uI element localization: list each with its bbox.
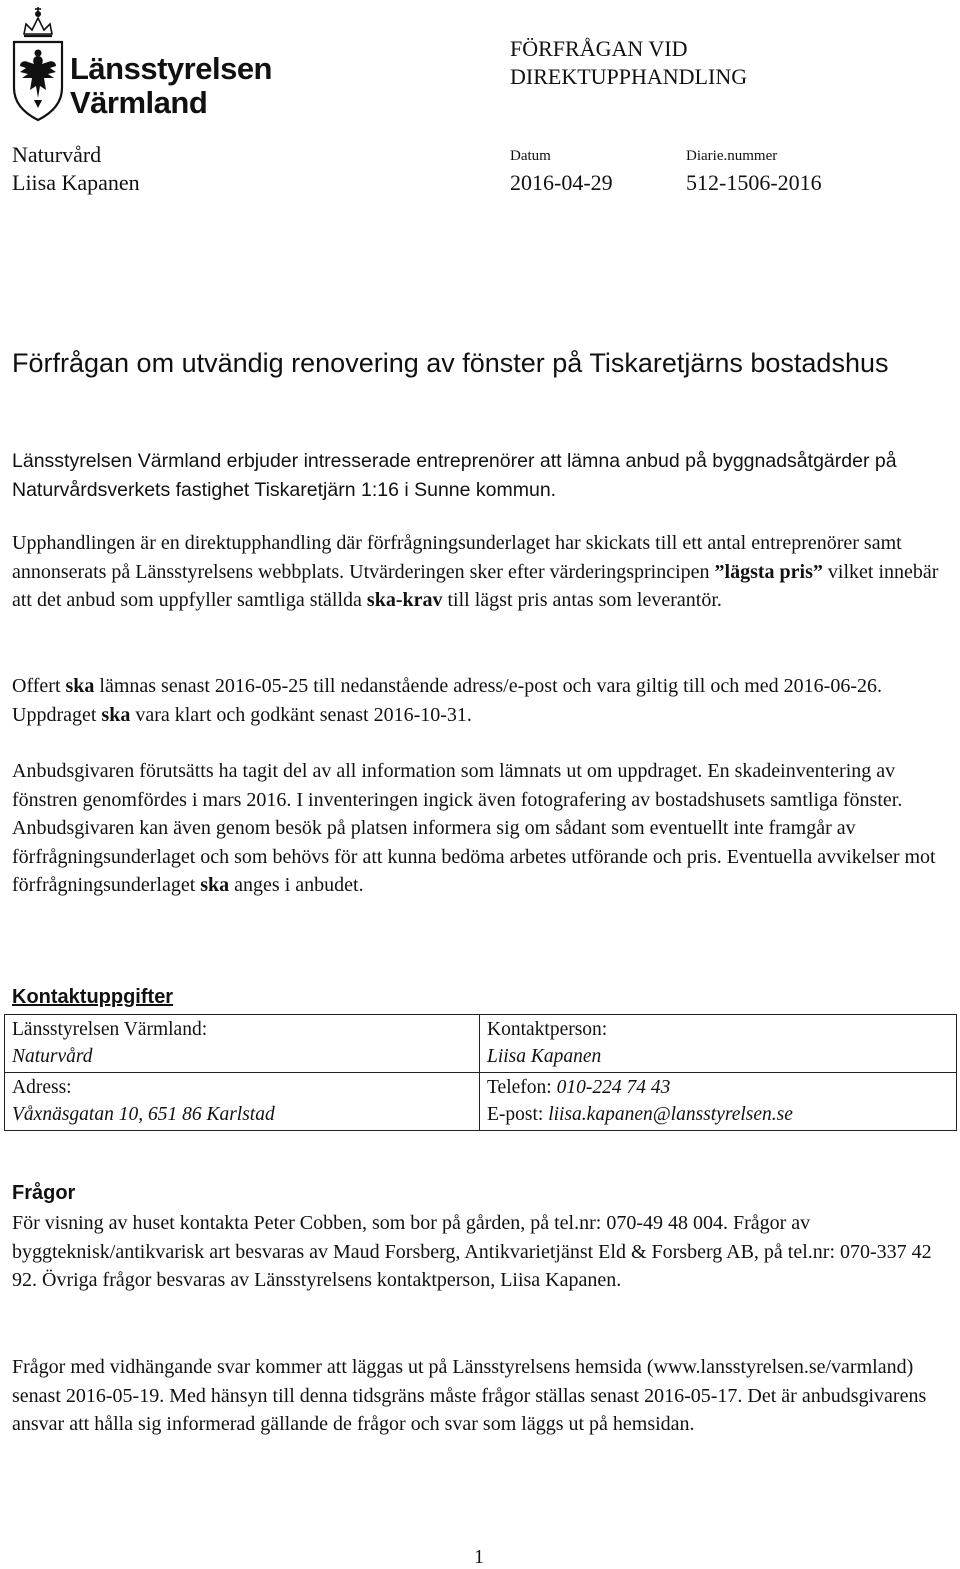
questions-heading: Frågor xyxy=(12,1182,76,1204)
page-title: Förfrågan om utvändig renovering av fönster på Tiskaretjärns bostadshus xyxy=(12,348,889,378)
author: Liisa Kapanen xyxy=(12,170,140,195)
contact-person-label: Kontaktperson: xyxy=(487,1019,608,1040)
phone-value: 010-224 74 43 xyxy=(556,1077,671,1098)
contacts-row-2 xyxy=(5,1073,957,1131)
contact-person-name: Liisa Kapanen xyxy=(487,1045,602,1067)
address-value: Våxnäsgatan 10, 651 86 Karlstad xyxy=(12,1103,275,1125)
intro-paragraph: Länsstyrelsen Värmland erbjuder intresserade entreprenörer att lämna anbud på byggnadsåtgärder på Naturvårdsverkets fastighet Tiskaretjärn 1:16 i Sunne kommun. xyxy=(12,450,897,501)
contacts-heading: Kontaktuppgifter xyxy=(12,986,174,1008)
logo-line-2: Värmland xyxy=(70,85,208,120)
info-ska: ska xyxy=(200,874,230,896)
document-type-line-2: DIREKTUPPHANDLING xyxy=(510,64,748,89)
logo-wordmark xyxy=(70,52,272,120)
questions-paragraph-2: Frågor med vidhängande svar kommer att läggas ut på Länsstyrelsens hemsida (www.lansstyrelsen.se/varmland) senast 2016-05-19. Med hänsyn till denna tidsgräns måste frågor ställas senast 2016-05-17. Det är anbudsgivarens ansvar att hålla sig informerad gällande de frågor och svar som läggs ut på hemsidan. xyxy=(12,1356,927,1435)
lowest-price-emphasis: ”lägsta pris” xyxy=(714,560,823,583)
email-label: E-post: xyxy=(487,1103,549,1125)
phone-line xyxy=(487,1075,949,1102)
diary-number-value: 512-1506-2016 xyxy=(686,170,822,195)
coat-of-arms-icon xyxy=(10,4,66,122)
offer-text-2: lämnas senast 2016-05-25 till nedanstående adress/e-post och vara giltig till och med 2016-06-26. Uppdraget xyxy=(12,675,882,726)
info-text-1: Anbudsgivaren förutsätts ha tagit del av all information som lämnats ut om uppdraget. En skadeinventering av fönstren genomfördes i mars 2016. I inventeringen ingick även fotografering av bostadshusets samtliga fönster. Anbudsgivaren kan även genom besök på platsen informera sig om sådant som eventuellt inte framgår av förfrågningsunderlaget och som behövs för att kunna bedöma arbetes utförande och pris. Eventuella avvikelser mot förfrågningsunderlaget xyxy=(12,760,936,896)
contacts-table xyxy=(4,1014,957,1131)
date-value: 2016-04-29 xyxy=(510,170,613,195)
contact-person-cell xyxy=(480,1015,957,1073)
offer-ska-1: ska xyxy=(65,675,95,697)
offer-paragraph xyxy=(12,672,942,729)
document-type xyxy=(510,35,747,91)
offer-ska-2: ska xyxy=(101,703,131,726)
email-link[interactable]: liisa.kapanen@lansstyrelsen.se xyxy=(548,1103,793,1125)
contacts-row-1 xyxy=(5,1015,957,1073)
questions-paragraph-1: För visning av huset kontakta Peter Cobben, som bor på gården, på tel.nr: 070-49 48 004. Frågor av byggteknisk/antikvarisk art besvaras av Maud Forsberg, Antikvarietjänst Eld & Forsberg AB, på tel.nr: 070-337 42 92. Övriga frågor besvaras av Länsstyrelsens kontaktperson, Liisa Kapanen. xyxy=(12,1212,932,1291)
department: Naturvård xyxy=(12,142,102,167)
procurement-paragraph xyxy=(12,529,942,615)
address-label: Adress: xyxy=(12,1077,72,1098)
offer-text-1: Offert xyxy=(12,675,66,697)
organization-label: Länsstyrelsen Värmland: xyxy=(12,1019,208,1040)
email-line xyxy=(487,1102,949,1129)
info-paragraph xyxy=(12,757,942,900)
lansstyrelsen-logo xyxy=(10,4,272,124)
document-type-line-1: FÖRFRÅGAN VID xyxy=(510,36,688,61)
organization-unit: Naturvård xyxy=(12,1045,93,1067)
diary-number-label: Diarie.nummer xyxy=(686,148,778,164)
page-number: 1 xyxy=(474,1546,484,1568)
procurement-text-3: till lägst pris antas som leverantör. xyxy=(442,589,722,611)
phone-label: Telefon: xyxy=(487,1077,557,1098)
organization-cell xyxy=(5,1015,480,1073)
date-label: Datum xyxy=(510,148,551,164)
procurement-text-2: vilket innebär att det anbud som uppfyller samtliga ställda xyxy=(12,560,939,611)
info-text-2: anges i anbudet. xyxy=(229,874,364,896)
address-cell xyxy=(5,1073,480,1131)
offer-text-3: vara klart och godkänt senast 2016-10-31. xyxy=(130,703,472,726)
phone-email-cell xyxy=(480,1073,957,1131)
ska-krav-emphasis: ska-krav xyxy=(366,589,443,611)
logo-line-1: Länsstyrelsen xyxy=(70,51,272,86)
procurement-text-1: Upphandlingen är en direktupphandling där förfrågningsunderlaget har skickats till ett antal entreprenörer samt annonserats på Länsstyrelsens webbplats. Utvärderingen sker efter värderingsprincipen xyxy=(12,532,902,583)
